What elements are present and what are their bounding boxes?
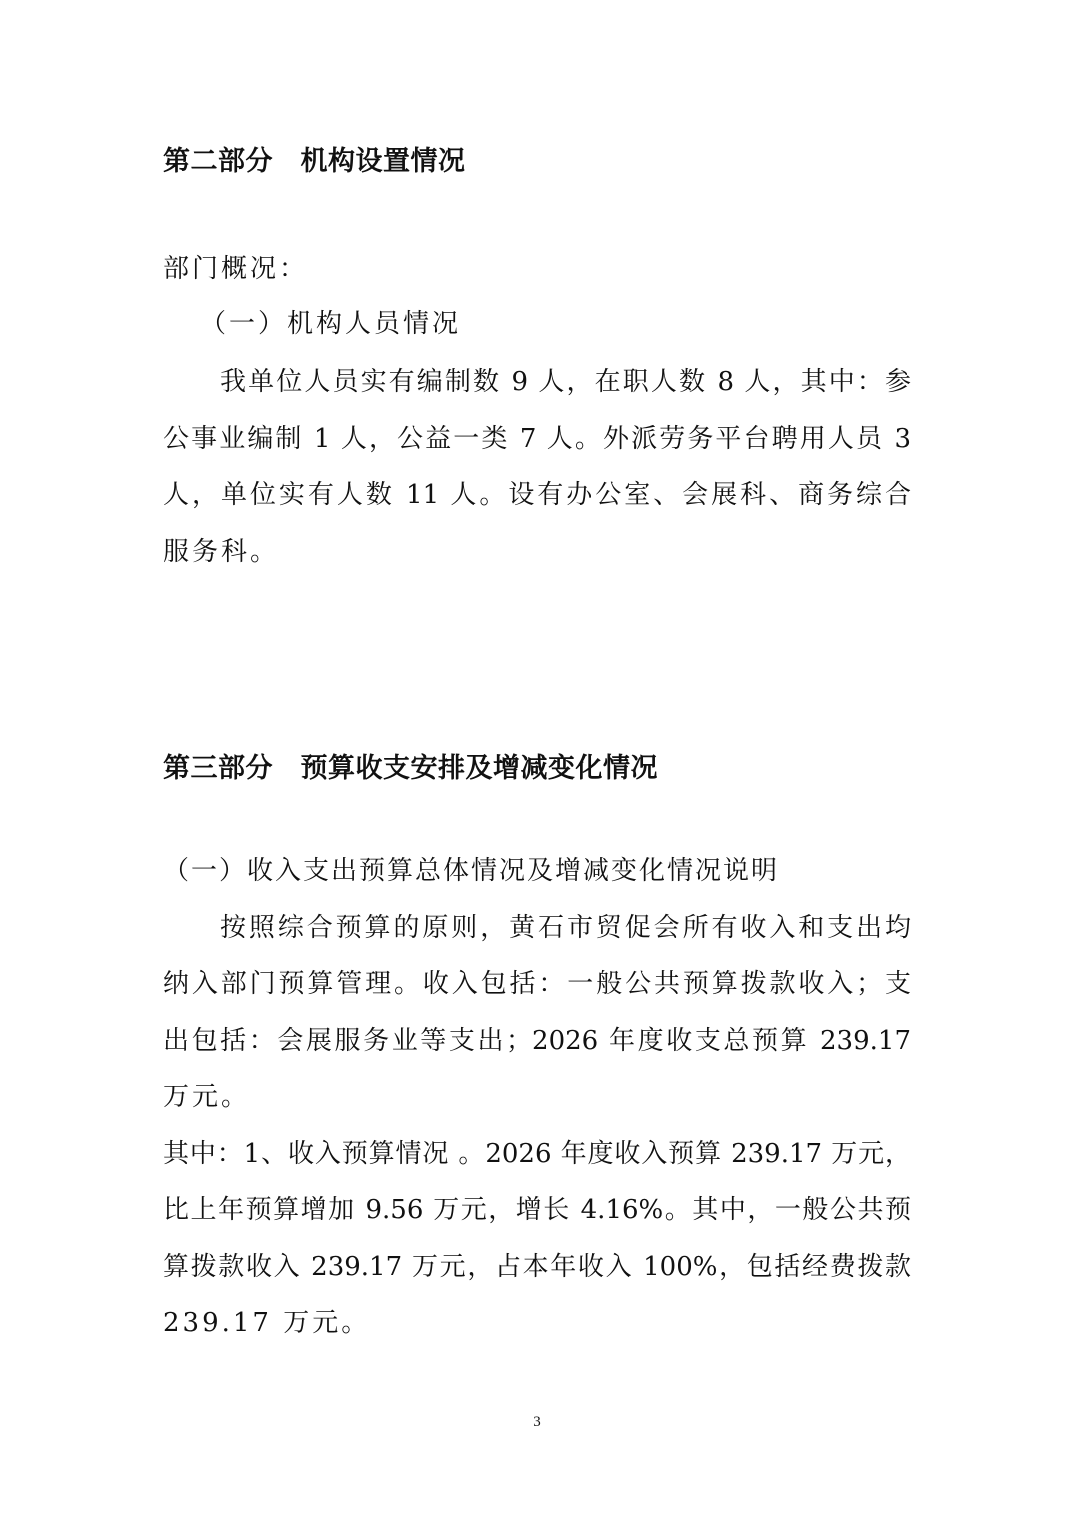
section-2-heading: 第二部分 机构设置情况 — [163, 146, 466, 177]
staffing-paragraph-line-1: 我单位人员实有编制数 9 人，在职人数 8 人，其中：参 — [220, 367, 911, 397]
budget-paragraph-line-4: 万元。 — [163, 1082, 251, 1112]
staffing-paragraph-line-2: 公事业编制 1 人，公益一类 7 人。外派劳务平台聘用人员 3 — [163, 424, 911, 454]
income-paragraph-line-3: 算拨款收入 239.17 万元，占本年收入 100%，包括经费拨款 — [163, 1252, 911, 1282]
budget-paragraph-line-3: 出包括：会展服务业等支出；2026 年度收支总预算 239.17 — [163, 1026, 911, 1056]
budget-paragraph-line-2: 纳入部门预算管理。收入包括：一般公共预算拨款收入；支 — [163, 969, 911, 999]
income-paragraph-line-2: 比上年预算增加 9.56 万元，增长 4.16%。其中，一般公共预 — [163, 1195, 911, 1225]
department-overview-label: 部门概况： — [163, 254, 309, 284]
income-paragraph-line-4: 239.17 万元。 — [163, 1308, 371, 1338]
budget-paragraph-line-1: 按照综合预算的原则，黄石市贸促会所有收入和支出均 — [220, 913, 911, 943]
section-2-subheading: （一）机构人员情况 — [200, 309, 462, 339]
page-number: 3 — [533, 1414, 541, 1430]
section-3-subheading: （一）收入支出预算总体情况及增减变化情况说明 — [163, 856, 780, 886]
staffing-paragraph-line-4: 服务科。 — [163, 537, 280, 567]
staffing-paragraph-line-3: 人，单位实有人数 11 人。设有办公室、会展科、商务综合 — [163, 480, 911, 510]
section-3-heading: 第三部分 预算收支安排及增减变化情况 — [163, 753, 658, 784]
income-paragraph-line-1: 其中：1、收入预算情况 。2026 年度收入预算 239.17 万元， — [163, 1139, 911, 1169]
